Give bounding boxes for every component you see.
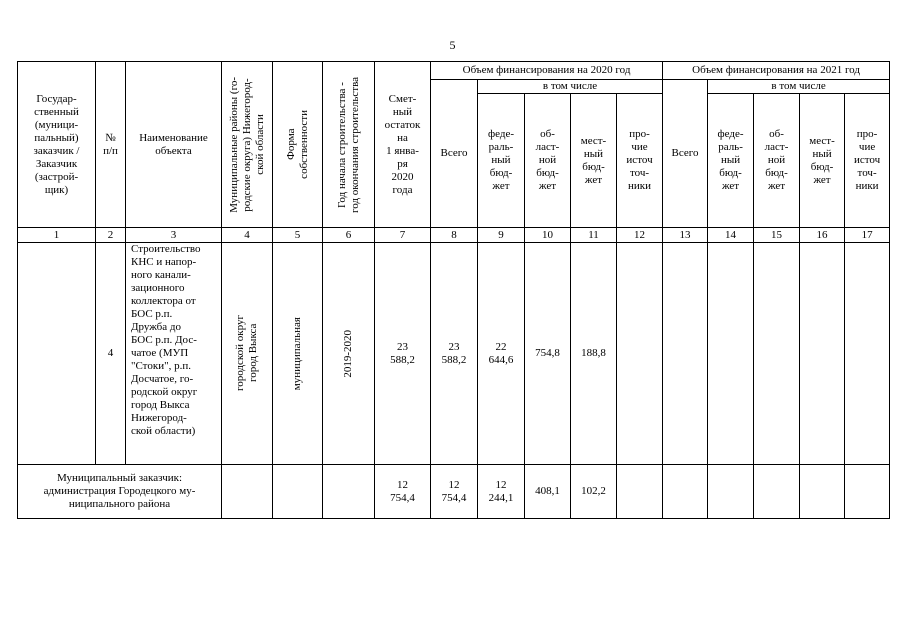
page-number: 5 xyxy=(449,38,456,52)
summary-local-2020: 102,2 xyxy=(571,465,617,519)
column-number: 9 xyxy=(478,228,525,243)
financing-table xyxy=(17,61,890,519)
header-customer: Государ- ственный (муници- пальный) заказчик / Заказчик (застрой- щик) xyxy=(18,62,96,228)
summary-regional-2021 xyxy=(754,465,800,519)
summary-years xyxy=(323,465,375,519)
object-total-2021 xyxy=(663,243,708,465)
summary-district xyxy=(222,465,273,519)
column-number: 10 xyxy=(525,228,571,243)
object-district: городской округ город Выкса xyxy=(234,315,259,392)
object-other-2020 xyxy=(617,243,663,465)
header-including-2020: в том числе xyxy=(478,80,663,94)
header-regional-2020: об- ласт- ной бюд- жет xyxy=(525,94,571,228)
summary-federal-2020: 12 244,1 xyxy=(478,465,525,519)
header-ownership-cell xyxy=(273,62,323,228)
object-years-cell xyxy=(323,243,375,465)
object-regional-2020: 754,8 xyxy=(525,243,571,465)
column-number: 15 xyxy=(754,228,800,243)
summary-regional-2020: 408,1 xyxy=(525,465,571,519)
header-regional-2021: об- ласт- ной бюд- жет xyxy=(754,94,800,228)
table-row-summary xyxy=(18,465,890,519)
header-federal-2020: феде- раль- ный бюд- жет xyxy=(478,94,525,228)
header-total-2021: Всего xyxy=(663,80,708,228)
summary-total-2020: 12 754,4 xyxy=(431,465,478,519)
object-ownership: муниципальная xyxy=(291,316,303,391)
object-customer xyxy=(18,243,96,465)
object-federal-2020: 22 644,6 xyxy=(478,243,525,465)
header-other-2021: про- чие источ точ- ники xyxy=(845,94,890,228)
header-number: № п/п xyxy=(96,62,126,228)
summary-ownership xyxy=(273,465,323,519)
header-total-2020: Всего xyxy=(431,80,478,228)
column-number: 12 xyxy=(617,228,663,243)
header-years: Год начала строительства - год окончания строительства xyxy=(335,76,361,213)
header-object-name: Наименование объекта xyxy=(126,62,222,228)
column-number: 3 xyxy=(126,228,222,243)
column-number: 13 xyxy=(663,228,708,243)
table-row-object xyxy=(18,243,890,465)
object-name: Строительство КНС и напор- ного канали- зационного коллектора от БОС р.п. Дружба до БОС р.п. Дос- чатое (МУП "Стоки", р.п. Досчатое, го- родской округ город Выкса Нижегород- ской области) xyxy=(126,243,222,465)
summary-customer: Муниципальный заказчик: администрация Городецкого му- ниципального района xyxy=(18,465,222,519)
header-federal-2021: феде- раль- ный бюд- жет xyxy=(708,94,754,228)
header-ownership: Форма собственности xyxy=(284,110,310,179)
summary-other-2021 xyxy=(845,465,890,519)
object-years: 2019-2020 xyxy=(342,329,354,378)
column-number: 7 xyxy=(375,228,431,243)
header-years-cell xyxy=(323,62,375,228)
object-local-2021 xyxy=(800,243,845,465)
column-number: 2 xyxy=(96,228,126,243)
summary-total-2021 xyxy=(663,465,708,519)
summary-other-2020 xyxy=(617,465,663,519)
object-federal-2021 xyxy=(708,243,754,465)
column-number: 1 xyxy=(18,228,96,243)
header-fin-2020: Объем финансирования на 2020 год xyxy=(431,62,663,80)
object-balance: 23 588,2 xyxy=(375,243,431,465)
header-row-1 xyxy=(18,62,890,80)
summary-federal-2021 xyxy=(708,465,754,519)
header-districts-cell xyxy=(222,62,273,228)
object-regional-2021 xyxy=(754,243,800,465)
column-number: 4 xyxy=(222,228,273,243)
column-number: 16 xyxy=(800,228,845,243)
object-total-2020: 23 588,2 xyxy=(431,243,478,465)
object-district-cell xyxy=(222,243,273,465)
header-other-2020: про- чие источ точ- ники xyxy=(617,94,663,228)
header-districts: Муниципальные районы (го- родские округа) Нижегород- ской области xyxy=(227,76,266,213)
column-number: 17 xyxy=(845,228,890,243)
header-local-2021: мест- ный бюд- жет xyxy=(800,94,845,228)
object-other-2021 xyxy=(845,243,890,465)
summary-local-2021 xyxy=(800,465,845,519)
column-number: 11 xyxy=(571,228,617,243)
column-number: 14 xyxy=(708,228,754,243)
header-balance: Смет- ный остаток на 1 янва- ря 2020 года xyxy=(375,62,431,228)
header-including-2021: в том числе xyxy=(708,80,890,94)
object-number: 4 xyxy=(96,243,126,465)
header-fin-2021: Объем финансирования на 2021 год xyxy=(663,62,890,80)
summary-balance: 12 754,4 xyxy=(375,465,431,519)
object-local-2020: 188,8 xyxy=(571,243,617,465)
column-numbers-row xyxy=(18,228,890,243)
header-local-2020: мест- ный бюд- жет xyxy=(571,94,617,228)
column-number: 8 xyxy=(431,228,478,243)
column-number: 6 xyxy=(323,228,375,243)
object-ownership-cell xyxy=(273,243,323,465)
column-number: 5 xyxy=(273,228,323,243)
